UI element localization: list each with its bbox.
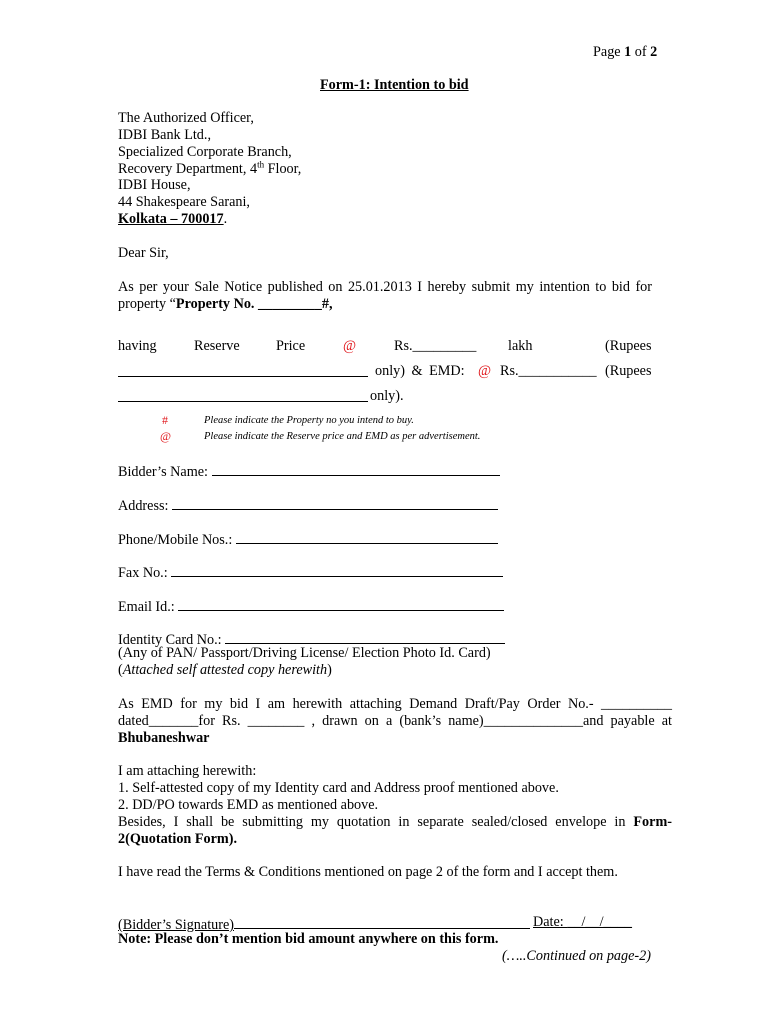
identity-input[interactable] [225,629,505,644]
intro-line-1: As per your Sale Notice published on 25.01.2013 I hereby submit my intention to bid for [118,279,652,295]
email-label: Email Id.: [118,599,175,615]
salutation: Dear Sir, [118,245,169,261]
intro-line-2 [118,296,333,313]
phone-label: Phone/Mobile Nos.: [118,532,233,548]
fax-label: Fax No.: [118,565,168,581]
phone-input[interactable] [236,529,498,544]
price-reserve: Reserve [194,338,240,354]
address-label: Address: [118,498,169,514]
emd-para-line-1[interactable]: As EMD for my bid I am herewith attaching Demand Draft/Pay Order No.- __________ [118,696,672,712]
emd-label: only) & EMD: [375,363,465,379]
reserve-price-field[interactable]: Rs._________ [394,338,477,354]
page-prefix: Page [593,44,625,60]
emd-at-mark: @ [478,363,492,379]
note-text-at: Please indicate the Reserve price and EMD as per advertisement. [204,431,481,442]
note-mark-at: @ [160,429,172,443]
emd-para-line-2[interactable]: dated_______for Rs. ________ , drawn on a (bank’s name)______________and payable at [118,713,672,729]
emd-rupees: (Rupees [605,363,652,379]
rupees-words-field-2[interactable] [118,387,368,407]
page-of: of [631,44,651,60]
only-label: only). [370,388,404,404]
rupees-words-field-1[interactable] [118,362,368,382]
continued-note: (…..Continued on page-2) [502,948,651,964]
address-city: Kolkata – 700017 [118,211,224,227]
address-line-7 [118,211,227,228]
note-mark-hash: # [162,413,168,427]
page-number [593,44,657,61]
email-row [118,596,504,616]
form-title: Form-1: Intention to bid [320,77,469,93]
page-current: 1 [624,44,632,60]
besides-line-1 [118,814,672,831]
intro-line-2a: property “ [118,296,176,312]
identity-note: (Any of PAN/ Passport/Driving License/ Election Photo Id. Card) [118,645,491,661]
address-line-6: 44 Shakespeare Sarani, [118,194,250,210]
page-total: 2 [650,44,658,60]
fax-input[interactable] [171,562,503,577]
phone-row [118,529,498,549]
email-input[interactable] [178,596,504,611]
terms-statement: I have read the Terms & Conditions mentioned on page 2 of the form and I accept them. [118,864,618,880]
besides-line-2: 2(Quotation Form). [118,831,238,847]
price-price: Price [276,338,306,354]
date-label: Date: [533,914,568,930]
bidder-name-input[interactable] [212,461,500,476]
signature-label: (Bidder’s Signature) [118,917,234,933]
address-city-tail: . [223,211,228,227]
price-rupees: (Rupees [605,338,652,354]
price-lakh: lakh [508,338,533,354]
note-text-hash: Please indicate the Property no you intend to buy. [204,415,414,426]
besides-text: Besides, I shall be submitting my quotation in separate sealed/closed envelope in [118,814,634,830]
bid-note: Note: Please don’t mention bid amount anywhere on this form. [118,931,499,947]
address-line-4a: Recovery Department, 4 [118,161,258,177]
fax-row [118,562,503,582]
address-line-1: The Authorized Officer, [118,110,254,126]
date-input[interactable]: __/__/____ [567,914,632,930]
signature-input[interactable] [234,914,530,929]
attach-item-1: 1. Self-attested copy of my Identity card and Address proof mentioned above. [118,780,559,796]
address-line-4b: Floor, [264,161,302,177]
address-line-3: Specialized Corporate Branch, [118,144,292,160]
price-at-mark: @ [343,338,357,354]
address-line-4 [118,161,301,178]
identity-label: Identity Card No.: [118,632,222,648]
bidder-name-row [118,461,500,481]
address-row [118,495,498,515]
address-line-4-sup: th [257,159,265,170]
attach-item-2: 2. DD/PO towards EMD as mentioned above. [118,797,379,813]
bidder-name-label: Bidder’s Name: [118,464,208,480]
emd-para-line-3: Bhubaneshwar [118,730,210,746]
address-line-5: IDBI House, [118,177,191,193]
identity-attach-text: Attached self attested copy herewith [122,662,328,678]
price-having: having [118,338,157,354]
address-line-2: IDBI Bank Ltd., [118,127,211,143]
property-no-field[interactable]: Property No. _________#, [175,296,333,312]
besides-form-bold: Form- [633,814,672,830]
attach-intro: I am attaching herewith: [118,763,257,779]
identity-attach: (Attached self attested copy herewith) [118,662,332,678]
address-input[interactable] [172,495,498,510]
date-row [533,914,632,931]
emd-amount-field[interactable]: Rs.___________ [500,363,597,379]
